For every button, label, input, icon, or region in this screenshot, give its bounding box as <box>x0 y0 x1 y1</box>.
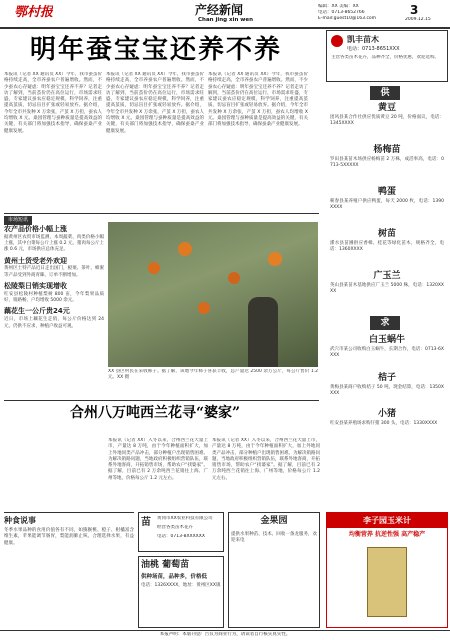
brief-title: 藕花生一公斤贵24元 <box>4 307 70 316</box>
brief-title: 松陵梨日销实现增收 <box>4 282 67 291</box>
ad-seedling-line3: 电话：0713-8XXXXXX <box>157 534 205 539</box>
brief-text: 近日，市场上藕花生走俏，每公斤价格达到 24 元，仍供不应求，种植户收益可观。 <box>4 317 104 329</box>
lower-headline: 合州八万吨西兰花寻“婆家” <box>70 405 241 421</box>
brief-item-2 <box>4 257 104 279</box>
ad-seedling-tag: 苗 <box>141 517 151 528</box>
ad-golden-title: 金果园 <box>260 516 288 526</box>
supply-item-text: 团风县某合作社供应优质黄豆 20 吨，价格面议，电话：1345XXXX <box>330 114 444 126</box>
seed-bag-icon <box>367 547 407 617</box>
supply-item-2 <box>326 144 448 184</box>
brief-text: 黄州区土特产品近日走出国门，板栗、茶叶、蜂蜜等产品受到外商青睐，订单不断增加。 <box>4 266 104 278</box>
supply-item-title: 鸭蛋 <box>377 187 396 197</box>
masthead-email: E-mail:guest10@163.com <box>318 16 377 21</box>
brief-column <box>4 225 104 400</box>
demand-item-3 <box>326 408 448 444</box>
demand-item-2 <box>326 372 448 408</box>
masthead <box>0 0 450 27</box>
supply-item-text: 英山县某苗木基地供应广玉兰 5000 株，电话：1320XXXX <box>330 282 444 294</box>
brief-text: 红安县松陵村种植梨树 800 亩，今年梨果品质好，销路畅，户均增收 5000 余元。 <box>4 291 104 304</box>
brief-title: 黄州土货受老外欢迎 <box>4 256 67 265</box>
demand-item-text: 武穴市某公司收购白玉蜗牛，长期合作，电话：0713-6XXXX <box>330 346 444 358</box>
demand-item-1 <box>326 334 448 370</box>
supply-item-title: 广玉兰 <box>373 271 401 281</box>
ad-top-company: 凯丰苗木 <box>347 35 379 44</box>
main-headline: 明年蚕宝宝还养不养 <box>30 35 283 65</box>
ad-seedling-line1: 黄冈市XX农业科技有限公司 <box>157 516 213 521</box>
masthead-editor: 编辑：XX 美编：XX <box>318 4 359 9</box>
ad-golden-text: 提供水果种苗、技术、回收一条龙服务，欢迎来电 <box>231 531 317 543</box>
masthead-tel: 电话：0713-8652766 <box>318 10 365 15</box>
photo-fruit-icon <box>198 302 210 314</box>
bottom-column <box>4 512 134 630</box>
masthead-divider <box>0 27 450 29</box>
photo-fruit-icon <box>228 272 240 284</box>
supply-label: 供 <box>370 86 400 100</box>
supply-item-text: 蕲春县某养殖户供应鸭蛋，每天 2000 枚，电话：1390XXXX <box>330 198 444 210</box>
brief-item-3 <box>4 282 104 304</box>
newspaper-logo: 鄂村报 <box>14 5 54 20</box>
lower-article-col2: 本报讯（记者 XX）入冬以来，合州西兰花大量上市，产量达 8 万吨，由于今年种植面积扩大，加上外地同类产品冲击，部分种植户出现销售困难。为解决销路问题，当地政府积极组织营销队伍，联系外地客商，开拓销售市场，帮助农户“找婆家”。据了解，目前已有 2 万余吨西兰花销往上海、广州等地，价格每公斤 1.2 元左右。 <box>212 438 320 481</box>
persimmon-photo <box>108 222 318 367</box>
ad-top-box <box>326 30 448 82</box>
demand-item-title: 桔子 <box>377 373 396 383</box>
brief-item-4 <box>4 307 104 329</box>
bottom-column-text: 冬季水果品种的食用价值各有不同，如猕猴桃、橙子、柑橘富含维生素，苹果能调节肠胃，梨能润肺止咳。合理选择水果，有益健康。 <box>4 528 134 546</box>
bottom-column-title: 种食说事 <box>4 516 36 525</box>
ad-grape-tag: 油桃 葡萄苗 <box>141 560 190 570</box>
lead-article-col2: 本报讯（记者 XX 通讯员 XX）今年，我市蚕茧价格持续走高，全市养蚕农户普遍增收。然而，不少蚕农心存疑虑：明年蚕宝宝还养不养？记者走访了解到，当前茧价仍在高位运行，市场需求旺盛，专家建议蚕农应稳定规模，科学饲养，注重提高茧质，切忌盲目扩张或轻易放弃。据介绍，今年全市共发种 X 万余张，产茧 X 万担，蚕农人均增收 X 元。桑园管理与蚕种质量是提高效益的关键，有关部门将加强技术指导，确保蚕桑产业健康发展。 <box>106 72 204 134</box>
demand-item-text: 黄梅县某商户收购桔子 50 吨，现金结算，电话：1350XXXX <box>330 384 444 396</box>
lead-article-col3: 本报讯（记者 XX 通讯员 XX）今年，我市蚕茧价格持续走高，全市养蚕农户普遍增收。然而，不少蚕农心存疑虑：明年蚕宝宝还养不养？记者走访了解到，当前茧价仍在高位运行，市场需求旺盛，专家建议蚕农应稳定规模，科学饲养，注重提高茧质，切忌盲目扩张或轻易放弃。据介绍，今年全市共发种 X 万余张，产茧 X 万担，蚕农人均增收 X 元。桑园管理与蚕种质量是提高效益的关键，有关部门将加强技术指导，确保蚕桑产业健康发展。 <box>208 72 308 128</box>
market-column <box>326 84 448 444</box>
brief-title: 农产品价格小幅上涨 <box>4 225 67 233</box>
ad-top-body: 主营各类苗木花卉，品种齐全，价格优惠，欢迎选购。 <box>331 55 439 60</box>
ad-top-tel: 电话：0713-8651XXX <box>347 46 400 52</box>
supply-item-title: 黄豆 <box>377 103 396 113</box>
demand-label: 求 <box>370 316 400 330</box>
photo-fruit-icon <box>178 242 192 256</box>
ad-seedling <box>138 512 224 552</box>
photo-caption: XX 县区村民在采收柿子。据了解，该地今年柿子喜获丰收，总产量达 2500 余万公斤，每公斤售价 1.2 元。XX 摄 <box>108 369 318 381</box>
supply-item-text: 浠水县苗圃供应香樟、桂花等绿化苗木，规格齐全，电话：1360XXXX <box>330 240 444 252</box>
footer-divider <box>0 630 450 631</box>
ad-top-logo-icon <box>331 35 343 47</box>
photo-person-icon <box>248 297 278 367</box>
section-title: 产经新闻 <box>195 3 244 17</box>
ad-grape-text: 电话：1326XXXX，地址：黄州区XX镇 <box>141 583 221 589</box>
demand-item-text: 红安县某养殖场求购仔猪 300 头，电话：1330XXXX <box>330 420 438 426</box>
ad-seed-title: 李子园玉米计 <box>327 513 447 528</box>
demand-item-title: 小猪 <box>377 409 396 419</box>
demand-item-title: 白玉蜗牛 <box>368 335 405 345</box>
section-divider <box>4 213 319 214</box>
photo-fruit-icon <box>268 252 282 266</box>
ad-seed <box>326 512 448 628</box>
ad-grape <box>138 556 224 628</box>
ad-seed-text: 均衡营养 抗逆性强 高产稳产 <box>348 531 426 539</box>
section-label: 市场短讯 <box>4 216 32 225</box>
supply-item-5 <box>326 270 448 310</box>
ad-seedling-line2: 经营各类苗木花卉 <box>157 525 193 530</box>
brief-text: 据黄州区农贸市场监测，本周蔬菜、肉类价格小幅上涨，其中白菜每公斤上涨 0.2 元，猪肉每公斤上涨 0.6 元，市场供应总体充足。 <box>4 234 104 253</box>
footer-text: 本报声明：本版刊登广告仅为商业行为，请读者自行核实真实性。 <box>159 632 291 637</box>
supply-item-1 <box>326 102 448 142</box>
supply-item-4 <box>326 228 448 268</box>
brief-item-1 <box>4 225 104 254</box>
issue-date: 2009.12.15 <box>405 17 431 22</box>
supply-item-title: 杨梅苗 <box>373 145 401 155</box>
page-number: 3 <box>410 3 419 17</box>
ad-golden <box>228 512 320 628</box>
ad-grape-title: 供种场苗，品种多，价格低 <box>141 573 208 580</box>
supply-item-title: 树苗 <box>377 229 396 239</box>
supply-item-text: 罗田县某苗木场供应杨梅苗 2 万株，成活率高，电话：0713-5XXXXX <box>330 156 444 168</box>
section-pinyin: Chan jing xin wen <box>198 17 254 23</box>
photo-fruit-icon <box>148 262 160 274</box>
lower-divider <box>4 400 319 401</box>
supply-item-3 <box>326 186 448 226</box>
lower-article-col1: 本报讯（记者 XX）入冬以来，合州西兰花大量上市，产量达 8 万吨，由于今年种植面积扩大，加上外地同类产品冲击，部分种植户出现销售困难。为解决销路问题，当地政府积极组织营销队伍，联系外地客商，开拓销售市场，帮助农户“找婆家”。据了解，目前已有 2 万余吨西兰花销往上海、广州等地，价格每公斤 1.2 元左右。 <box>108 438 208 481</box>
lead-article-body: 本报讯（记者 XX 通讯员 XX）今年，我市蚕茧价格持续走高，全市养蚕农户普遍增收。然而，不少蚕农心存疑虑：明年蚕宝宝还养不养？记者走访了解到，当前茧价仍在高位运行，市场需求旺盛，专家建议蚕农应稳定规模，科学饲养，注重提高茧质，切忌盲目扩张或轻易放弃。据介绍，今年全市共发种 X 万余张，产茧 X 万担，蚕农人均增收 X 元。桑园管理与蚕种质量是提高效益的关键，有关部门将加强技术指导，确保蚕桑产业健康发展。 <box>4 72 102 134</box>
